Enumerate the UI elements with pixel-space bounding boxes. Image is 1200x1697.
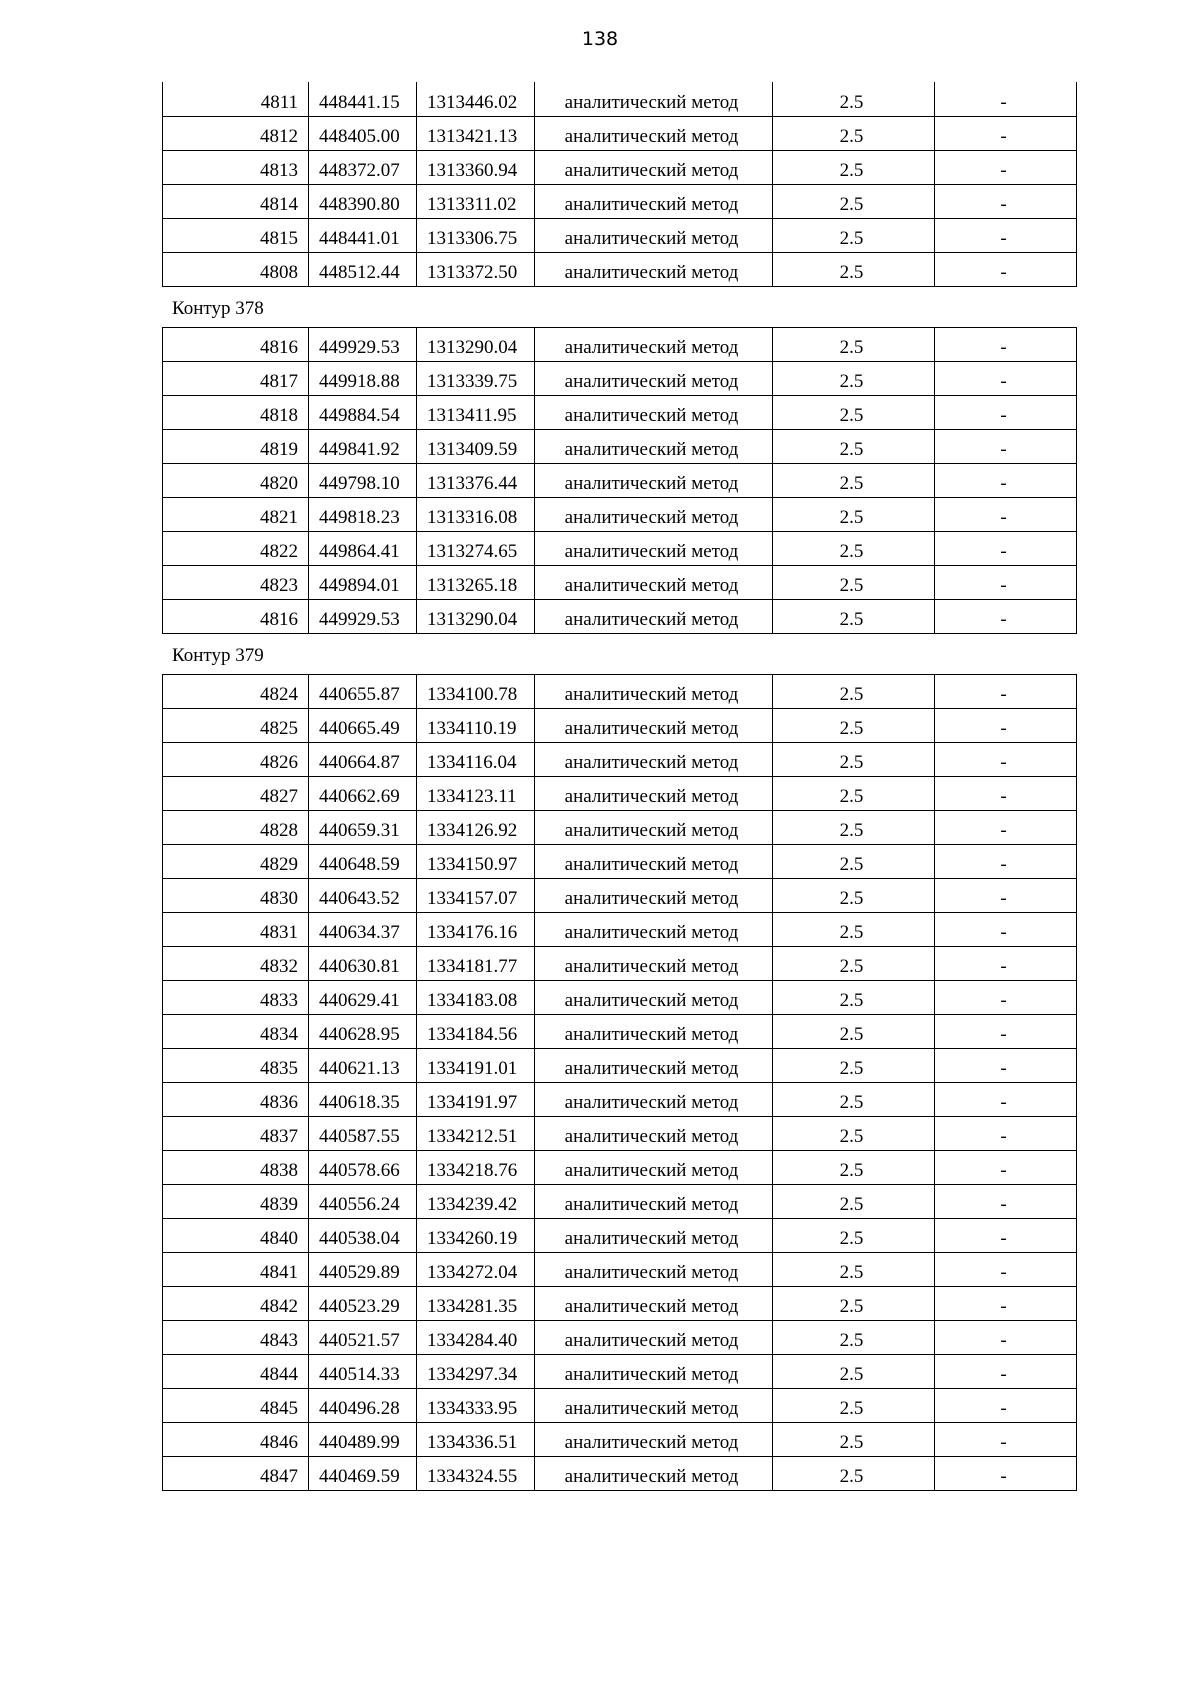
- note-cell: -: [935, 1218, 1077, 1252]
- point-number-cell: 4824: [163, 674, 309, 708]
- note-cell: -: [935, 946, 1077, 980]
- x-coordinate-cell: 440634.37: [309, 912, 417, 946]
- table-row: [163, 1014, 1077, 1048]
- method-cell: аналитический метод: [535, 1150, 773, 1184]
- point-number-cell: 4831: [163, 912, 309, 946]
- point-number-cell: 4826: [163, 742, 309, 776]
- method-cell: аналитический метод: [535, 1082, 773, 1116]
- accuracy-cell: 2.5: [773, 1014, 935, 1048]
- x-coordinate-cell: 449929.53: [309, 327, 417, 361]
- point-number-cell: 4823: [163, 565, 309, 599]
- x-coordinate-cell: 440587.55: [309, 1116, 417, 1150]
- y-coordinate-cell: 1313409.59: [417, 429, 535, 463]
- y-coordinate-cell: 1313446.02: [417, 82, 535, 116]
- y-coordinate-cell: 1313290.04: [417, 327, 535, 361]
- x-coordinate-cell: 440648.59: [309, 844, 417, 878]
- y-coordinate-cell: 1334281.35: [417, 1286, 535, 1320]
- method-cell: аналитический метод: [535, 1422, 773, 1456]
- table-row: [163, 878, 1077, 912]
- note-cell: -: [935, 980, 1077, 1014]
- note-cell: -: [935, 1354, 1077, 1388]
- y-coordinate-cell: 1334260.19: [417, 1218, 535, 1252]
- table-row: [163, 776, 1077, 810]
- table-row: [163, 429, 1077, 463]
- y-coordinate-cell: 1313421.13: [417, 116, 535, 150]
- method-cell: аналитический метод: [535, 1286, 773, 1320]
- accuracy-cell: 2.5: [773, 361, 935, 395]
- accuracy-cell: 2.5: [773, 1422, 935, 1456]
- y-coordinate-cell: 1334212.51: [417, 1116, 535, 1150]
- point-number-cell: 4840: [163, 1218, 309, 1252]
- note-cell: -: [935, 429, 1077, 463]
- table-row: [163, 742, 1077, 776]
- y-coordinate-cell: 1334116.04: [417, 742, 535, 776]
- method-cell: аналитический метод: [535, 1048, 773, 1082]
- point-number-cell: 4846: [163, 1422, 309, 1456]
- note-cell: -: [935, 1014, 1077, 1048]
- method-cell: аналитический метод: [535, 599, 773, 633]
- method-cell: аналитический метод: [535, 497, 773, 531]
- note-cell: -: [935, 361, 1077, 395]
- note-cell: -: [935, 218, 1077, 252]
- point-number-cell: 4812: [163, 116, 309, 150]
- accuracy-cell: 2.5: [773, 599, 935, 633]
- x-coordinate-cell: 440621.13: [309, 1048, 417, 1082]
- y-coordinate-cell: 1334284.40: [417, 1320, 535, 1354]
- y-coordinate-cell: 1334183.08: [417, 980, 535, 1014]
- table-row: [163, 565, 1077, 599]
- note-cell: -: [935, 1286, 1077, 1320]
- note-cell: -: [935, 184, 1077, 218]
- accuracy-cell: 2.5: [773, 327, 935, 361]
- method-cell: аналитический метод: [535, 82, 773, 116]
- table-row: [163, 980, 1077, 1014]
- x-coordinate-cell: 440538.04: [309, 1218, 417, 1252]
- point-number-cell: 4839: [163, 1184, 309, 1218]
- y-coordinate-cell: 1313311.02: [417, 184, 535, 218]
- point-number-cell: 4832: [163, 946, 309, 980]
- note-cell: -: [935, 395, 1077, 429]
- point-number-cell: 4844: [163, 1354, 309, 1388]
- note-cell: -: [935, 1184, 1077, 1218]
- y-coordinate-cell: 1313265.18: [417, 565, 535, 599]
- method-cell: аналитический метод: [535, 776, 773, 810]
- method-cell: аналитический метод: [535, 150, 773, 184]
- point-number-cell: 4842: [163, 1286, 309, 1320]
- table-row: [163, 82, 1077, 116]
- page-number: 138: [581, 28, 619, 50]
- table-row: [163, 361, 1077, 395]
- table-row: [163, 218, 1077, 252]
- table-row: [163, 497, 1077, 531]
- y-coordinate-cell: 1313360.94: [417, 150, 535, 184]
- point-number-cell: 4818: [163, 395, 309, 429]
- table-row: [163, 912, 1077, 946]
- point-number-cell: 4845: [163, 1388, 309, 1422]
- accuracy-cell: 2.5: [773, 497, 935, 531]
- x-coordinate-cell: 449864.41: [309, 531, 417, 565]
- point-number-cell: 4816: [163, 599, 309, 633]
- table-row: [163, 1286, 1077, 1320]
- table-row: [163, 810, 1077, 844]
- accuracy-cell: 2.5: [773, 742, 935, 776]
- x-coordinate-cell: 440655.87: [309, 674, 417, 708]
- coordinates-table: [162, 82, 1077, 287]
- point-number-cell: 4838: [163, 1150, 309, 1184]
- y-coordinate-cell: 1313411.95: [417, 395, 535, 429]
- x-coordinate-cell: 440489.99: [309, 1422, 417, 1456]
- x-coordinate-cell: 440664.87: [309, 742, 417, 776]
- x-coordinate-cell: 448405.00: [309, 116, 417, 150]
- table-row: [163, 1354, 1077, 1388]
- point-number-cell: 4825: [163, 708, 309, 742]
- point-number-cell: 4819: [163, 429, 309, 463]
- y-coordinate-cell: 1334272.04: [417, 1252, 535, 1286]
- point-number-cell: 4820: [163, 463, 309, 497]
- coordinates-table: [162, 327, 1077, 634]
- note-cell: -: [935, 742, 1077, 776]
- accuracy-cell: 2.5: [773, 1048, 935, 1082]
- table-row: [163, 599, 1077, 633]
- y-coordinate-cell: 1334239.42: [417, 1184, 535, 1218]
- table-row: [163, 184, 1077, 218]
- method-cell: аналитический метод: [535, 184, 773, 218]
- accuracy-cell: 2.5: [773, 82, 935, 116]
- accuracy-cell: 2.5: [773, 674, 935, 708]
- x-coordinate-cell: 440662.69: [309, 776, 417, 810]
- method-cell: аналитический метод: [535, 912, 773, 946]
- point-number-cell: 4841: [163, 1252, 309, 1286]
- table-row: [163, 1422, 1077, 1456]
- y-coordinate-cell: 1313376.44: [417, 463, 535, 497]
- x-coordinate-cell: 440659.31: [309, 810, 417, 844]
- y-coordinate-cell: 1334123.11: [417, 776, 535, 810]
- contour-title: Контур 379: [172, 644, 264, 666]
- table-row: [163, 844, 1077, 878]
- point-number-cell: 4847: [163, 1456, 309, 1490]
- y-coordinate-cell: 1334110.19: [417, 708, 535, 742]
- note-cell: -: [935, 497, 1077, 531]
- table-row: [163, 674, 1077, 708]
- x-coordinate-cell: 448390.80: [309, 184, 417, 218]
- y-coordinate-cell: 1313316.08: [417, 497, 535, 531]
- accuracy-cell: 2.5: [773, 150, 935, 184]
- method-cell: аналитический метод: [535, 116, 773, 150]
- method-cell: аналитический метод: [535, 1184, 773, 1218]
- accuracy-cell: 2.5: [773, 844, 935, 878]
- accuracy-cell: 2.5: [773, 1218, 935, 1252]
- x-coordinate-cell: 449798.10: [309, 463, 417, 497]
- y-coordinate-cell: 1334150.97: [417, 844, 535, 878]
- x-coordinate-cell: 440469.59: [309, 1456, 417, 1490]
- note-cell: -: [935, 1150, 1077, 1184]
- note-cell: -: [935, 599, 1077, 633]
- accuracy-cell: 2.5: [773, 116, 935, 150]
- method-cell: аналитический метод: [535, 844, 773, 878]
- point-number-cell: 4828: [163, 810, 309, 844]
- note-cell: -: [935, 1048, 1077, 1082]
- table-row: [163, 1048, 1077, 1082]
- x-coordinate-cell: 440521.57: [309, 1320, 417, 1354]
- accuracy-cell: 2.5: [773, 1456, 935, 1490]
- point-number-cell: 4833: [163, 980, 309, 1014]
- accuracy-cell: 2.5: [773, 776, 935, 810]
- point-number-cell: 4821: [163, 497, 309, 531]
- x-coordinate-cell: 448372.07: [309, 150, 417, 184]
- x-coordinate-cell: 440629.41: [309, 980, 417, 1014]
- accuracy-cell: 2.5: [773, 1150, 935, 1184]
- note-cell: -: [935, 150, 1077, 184]
- accuracy-cell: 2.5: [773, 1388, 935, 1422]
- note-cell: -: [935, 1456, 1077, 1490]
- accuracy-cell: 2.5: [773, 429, 935, 463]
- y-coordinate-cell: 1313274.65: [417, 531, 535, 565]
- point-number-cell: 4829: [163, 844, 309, 878]
- x-coordinate-cell: 440618.35: [309, 1082, 417, 1116]
- note-cell: -: [935, 1082, 1077, 1116]
- method-cell: аналитический метод: [535, 1252, 773, 1286]
- table-row: [163, 463, 1077, 497]
- y-coordinate-cell: 1334100.78: [417, 674, 535, 708]
- method-cell: аналитический метод: [535, 1456, 773, 1490]
- y-coordinate-cell: 1313290.04: [417, 599, 535, 633]
- point-number-cell: 4815: [163, 218, 309, 252]
- x-coordinate-cell: 448512.44: [309, 252, 417, 286]
- point-number-cell: 4843: [163, 1320, 309, 1354]
- table-row: [163, 327, 1077, 361]
- x-coordinate-cell: 449929.53: [309, 599, 417, 633]
- accuracy-cell: 2.5: [773, 980, 935, 1014]
- x-coordinate-cell: 440514.33: [309, 1354, 417, 1388]
- accuracy-cell: 2.5: [773, 184, 935, 218]
- method-cell: аналитический метод: [535, 252, 773, 286]
- note-cell: -: [935, 327, 1077, 361]
- note-cell: -: [935, 1320, 1077, 1354]
- accuracy-cell: 2.5: [773, 565, 935, 599]
- accuracy-cell: 2.5: [773, 810, 935, 844]
- accuracy-cell: 2.5: [773, 878, 935, 912]
- y-coordinate-cell: 1313339.75: [417, 361, 535, 395]
- table-row: [163, 708, 1077, 742]
- note-cell: -: [935, 844, 1077, 878]
- table-row: [163, 395, 1077, 429]
- accuracy-cell: 2.5: [773, 1082, 935, 1116]
- method-cell: аналитический метод: [535, 395, 773, 429]
- accuracy-cell: 2.5: [773, 708, 935, 742]
- y-coordinate-cell: 1334181.77: [417, 946, 535, 980]
- document-body: [162, 82, 1076, 1491]
- x-coordinate-cell: 440628.95: [309, 1014, 417, 1048]
- x-coordinate-cell: 449884.54: [309, 395, 417, 429]
- x-coordinate-cell: 440578.66: [309, 1150, 417, 1184]
- coordinates-table: [162, 674, 1077, 1491]
- table-row: [163, 150, 1077, 184]
- table-row: [163, 1456, 1077, 1490]
- point-number-cell: 4837: [163, 1116, 309, 1150]
- note-cell: -: [935, 531, 1077, 565]
- point-number-cell: 4827: [163, 776, 309, 810]
- accuracy-cell: 2.5: [773, 1252, 935, 1286]
- x-coordinate-cell: 440529.89: [309, 1252, 417, 1286]
- method-cell: аналитический метод: [535, 218, 773, 252]
- method-cell: аналитический метод: [535, 361, 773, 395]
- note-cell: -: [935, 1422, 1077, 1456]
- table-row: [163, 252, 1077, 286]
- method-cell: аналитический метод: [535, 1014, 773, 1048]
- note-cell: -: [935, 878, 1077, 912]
- y-coordinate-cell: 1313372.50: [417, 252, 535, 286]
- contour-title: Контур 378: [172, 297, 264, 319]
- method-cell: аналитический метод: [535, 565, 773, 599]
- y-coordinate-cell: 1334176.16: [417, 912, 535, 946]
- table-row: [163, 1218, 1077, 1252]
- point-number-cell: 4834: [163, 1014, 309, 1048]
- note-cell: -: [935, 565, 1077, 599]
- x-coordinate-cell: 440523.29: [309, 1286, 417, 1320]
- y-coordinate-cell: 1334297.34: [417, 1354, 535, 1388]
- table-row: [163, 1082, 1077, 1116]
- point-number-cell: 4808: [163, 252, 309, 286]
- accuracy-cell: 2.5: [773, 463, 935, 497]
- x-coordinate-cell: 440665.49: [309, 708, 417, 742]
- point-number-cell: 4813: [163, 150, 309, 184]
- accuracy-cell: 2.5: [773, 912, 935, 946]
- point-number-cell: 4836: [163, 1082, 309, 1116]
- accuracy-cell: 2.5: [773, 1354, 935, 1388]
- x-coordinate-cell: 448441.01: [309, 218, 417, 252]
- x-coordinate-cell: 448441.15: [309, 82, 417, 116]
- note-cell: -: [935, 82, 1077, 116]
- accuracy-cell: 2.5: [773, 395, 935, 429]
- note-cell: -: [935, 708, 1077, 742]
- note-cell: -: [935, 1252, 1077, 1286]
- accuracy-cell: 2.5: [773, 531, 935, 565]
- accuracy-cell: 2.5: [773, 1116, 935, 1150]
- x-coordinate-cell: 440630.81: [309, 946, 417, 980]
- table-row: [163, 1116, 1077, 1150]
- table-row: [163, 1252, 1077, 1286]
- y-coordinate-cell: 1334157.07: [417, 878, 535, 912]
- x-coordinate-cell: 449841.92: [309, 429, 417, 463]
- method-cell: аналитический метод: [535, 1388, 773, 1422]
- y-coordinate-cell: 1313306.75: [417, 218, 535, 252]
- table-row: [163, 946, 1077, 980]
- method-cell: аналитический метод: [535, 531, 773, 565]
- x-coordinate-cell: 440643.52: [309, 878, 417, 912]
- accuracy-cell: 2.5: [773, 252, 935, 286]
- note-cell: -: [935, 1388, 1077, 1422]
- method-cell: аналитический метод: [535, 429, 773, 463]
- method-cell: аналитический метод: [535, 1116, 773, 1150]
- point-number-cell: 4822: [163, 531, 309, 565]
- point-number-cell: 4830: [163, 878, 309, 912]
- note-cell: -: [935, 463, 1077, 497]
- x-coordinate-cell: 440556.24: [309, 1184, 417, 1218]
- note-cell: -: [935, 1116, 1077, 1150]
- note-cell: -: [935, 674, 1077, 708]
- y-coordinate-cell: 1334191.97: [417, 1082, 535, 1116]
- point-number-cell: 4814: [163, 184, 309, 218]
- method-cell: аналитический метод: [535, 742, 773, 776]
- x-coordinate-cell: 449818.23: [309, 497, 417, 531]
- method-cell: аналитический метод: [535, 674, 773, 708]
- y-coordinate-cell: 1334184.56: [417, 1014, 535, 1048]
- note-cell: -: [935, 912, 1077, 946]
- y-coordinate-cell: 1334191.01: [417, 1048, 535, 1082]
- table-row: [163, 116, 1077, 150]
- y-coordinate-cell: 1334333.95: [417, 1388, 535, 1422]
- point-number-cell: 4835: [163, 1048, 309, 1082]
- y-coordinate-cell: 1334126.92: [417, 810, 535, 844]
- note-cell: -: [935, 810, 1077, 844]
- method-cell: аналитический метод: [535, 1218, 773, 1252]
- x-coordinate-cell: 449918.88: [309, 361, 417, 395]
- accuracy-cell: 2.5: [773, 1286, 935, 1320]
- method-cell: аналитический метод: [535, 810, 773, 844]
- accuracy-cell: 2.5: [773, 946, 935, 980]
- note-cell: -: [935, 252, 1077, 286]
- point-number-cell: 4811: [163, 82, 309, 116]
- table-row: [163, 1150, 1077, 1184]
- table-row: [163, 1184, 1077, 1218]
- accuracy-cell: 2.5: [773, 1320, 935, 1354]
- note-cell: -: [935, 116, 1077, 150]
- accuracy-cell: 2.5: [773, 1184, 935, 1218]
- table-row: [163, 531, 1077, 565]
- method-cell: аналитический метод: [535, 708, 773, 742]
- method-cell: аналитический метод: [535, 980, 773, 1014]
- method-cell: аналитический метод: [535, 946, 773, 980]
- method-cell: аналитический метод: [535, 1354, 773, 1388]
- accuracy-cell: 2.5: [773, 218, 935, 252]
- x-coordinate-cell: 440496.28: [309, 1388, 417, 1422]
- table-row: [163, 1388, 1077, 1422]
- method-cell: аналитический метод: [535, 463, 773, 497]
- x-coordinate-cell: 449894.01: [309, 565, 417, 599]
- point-number-cell: 4817: [163, 361, 309, 395]
- method-cell: аналитический метод: [535, 878, 773, 912]
- y-coordinate-cell: 1334324.55: [417, 1456, 535, 1490]
- table-row: [163, 1320, 1077, 1354]
- point-number-cell: 4816: [163, 327, 309, 361]
- y-coordinate-cell: 1334218.76: [417, 1150, 535, 1184]
- note-cell: -: [935, 776, 1077, 810]
- y-coordinate-cell: 1334336.51: [417, 1422, 535, 1456]
- method-cell: аналитический метод: [535, 327, 773, 361]
- method-cell: аналитический метод: [535, 1320, 773, 1354]
